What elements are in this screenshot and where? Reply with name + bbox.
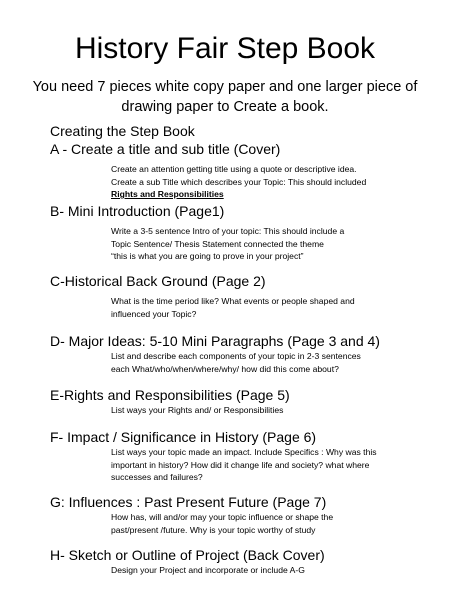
section-e	[50, 386, 440, 417]
section-g	[50, 493, 440, 536]
section-b	[50, 202, 440, 263]
detail-line: List and describe each components of your topic in 2-3 sentences	[111, 351, 361, 361]
detail-line: Create a sub Title which describes your Topic: This should included	[111, 176, 367, 187]
detail-line: successes and failures?	[111, 472, 203, 482]
detail-line: Write a 3-5 sentence Intro of your topic: This should include a	[111, 226, 345, 236]
section-detail	[111, 404, 440, 417]
section-h	[50, 546, 440, 577]
detail-line: each What/who/when/where/why/ how did this come about?	[111, 363, 339, 374]
page-title: History Fair Step Book	[74, 32, 376, 65]
section-a	[50, 140, 440, 201]
detail-line: List ways your Rights and/ or Responsibilities	[111, 405, 284, 415]
section-heading: F- Impact / Significance in History (Page 6)	[50, 429, 317, 445]
section-heading: E-Rights and Responsibilities (Page 5)	[50, 387, 290, 403]
section-detail	[111, 225, 440, 263]
section-detail	[111, 446, 440, 484]
detail-line: How has, will and/or may your topic influence or shape the	[111, 512, 334, 522]
detail-line: “this is what you are going to prove in your project”	[111, 251, 304, 261]
section-heading: G: Influences : Past Present Future (Page 7)	[50, 494, 327, 510]
detail-line: influenced your Topic?	[111, 308, 197, 319]
section-detail	[111, 350, 440, 375]
section-d	[50, 332, 440, 375]
section-detail	[111, 163, 440, 201]
detail-line: Design your Project and incorporate or include A-G	[111, 565, 305, 575]
detail-line: List ways your topic made an impact. Include Specifics : Why was this	[111, 447, 377, 457]
section-c	[50, 272, 440, 320]
section-f	[50, 428, 440, 484]
detail-line: What is the time period like? What events or people shaped and	[111, 296, 355, 306]
detail-line: Topic Sentence/ Thesis Statement connected the theme	[111, 238, 324, 249]
subheading: Creating the Step Book	[50, 123, 195, 139]
section-heading: D- Major Ideas: 5-10 Mini Paragraphs (Page 3 and 4)	[50, 333, 380, 349]
detail-line: past/present /future. Why is your topic worthy of study	[111, 524, 316, 535]
section-detail	[111, 564, 440, 577]
section-heading: H- Sketch or Outline of Project (Back Cover)	[50, 547, 325, 563]
section-heading: A - Create a title and sub title (Cover)	[50, 141, 281, 157]
section-detail	[111, 511, 440, 536]
detail-line: important in history? How did it change life and society? what where	[111, 459, 370, 470]
detail-line: Create an attention getting title using a quote or descriptive idea.	[111, 164, 357, 174]
section-detail	[111, 295, 440, 320]
section-heading: B- Mini Introduction (Page1)	[50, 203, 225, 219]
intro-text: You need 7 pieces white copy paper and one larger piece of drawing paper to Create a book.	[32, 79, 418, 115]
section-heading: C-Historical Back Ground (Page 2)	[50, 273, 266, 289]
detail-line-emphasis: Rights and Responsibilities	[111, 189, 224, 199]
